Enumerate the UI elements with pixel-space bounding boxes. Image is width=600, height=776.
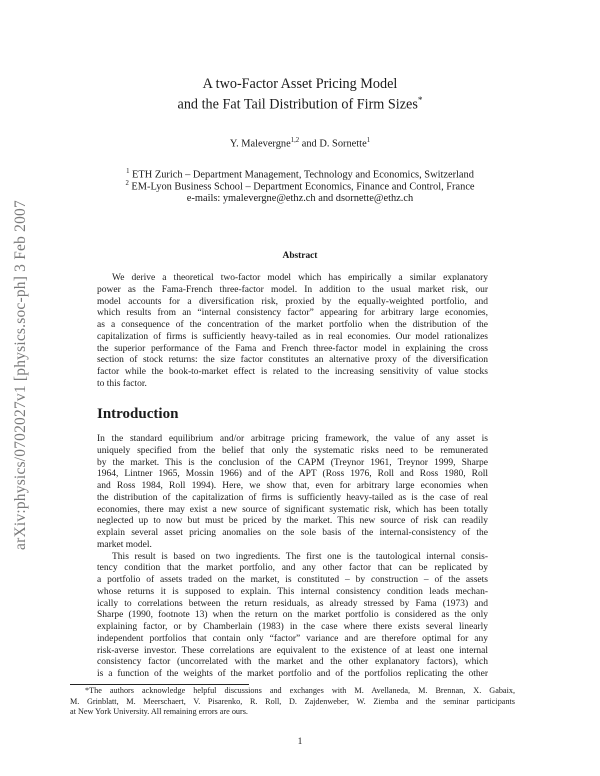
text-line: section of stock returns: the size factor constitutes an alternative proxy of the diversification (97, 355, 488, 366)
author-2: and D. Sornette (299, 138, 367, 150)
text-line: to this factor. (97, 378, 147, 389)
affiliation-2-text: EM-Lyon Business School – Department Economics, Finance and Control, France (128, 181, 475, 193)
text-line: M. Grinblatt, M. Meerschaert, V. Pisarenko, R. Roll, D. Zajdenweber, W. Ziemba and the seminar participants (70, 696, 515, 706)
text-line: at New York University. All remaining errors are ours. (70, 707, 248, 717)
text-line: independent portfolios that contain only “factor” variance and are therefore optimal for any (97, 633, 488, 644)
text-line: power as the Fama-French three-factor model. In addition to the usual market risk, our (97, 284, 488, 295)
page-number: 1 (297, 737, 303, 747)
text-line: by the market. This is the conclusion of the CAPM (Treynor 1961, Treynor 1999, Sharpe (97, 457, 488, 468)
text-line: We derive a theoretical two-factor model which has empirically a similar explanatory (112, 273, 488, 283)
text-line: risk-averse investor. These correlations are equivalent to the existence of at least one internal (97, 645, 488, 656)
emails: e-mails: ymalevergne@ethz.ch and dsornette@ethz.ch (186, 193, 414, 204)
text-line: explain several asset pricing anomalies on the sole basis of the internal-consistency of the (97, 528, 488, 538)
text-line: factor while the book-to-market effect is related to the increasing sensitivity of value stocks (97, 367, 488, 377)
abstract-heading: Abstract (282, 251, 318, 261)
footnote-rule (70, 684, 249, 685)
text-line: Sharpe (1990, footnote 13) when the return on the market portfolio is considered as the only (97, 610, 488, 621)
author-1: Y. Malevergne (229, 138, 291, 150)
paper-title-line-1: A two-Factor Asset Pricing Model (202, 76, 398, 92)
text-line: This result is based on two ingredients. The first one is the tautological internal consis- (112, 551, 488, 562)
affiliation-1 (0, 168, 600, 180)
affiliation-1-text: ETH Zurich – Department Management, Technology and Economics, Switzerland (129, 169, 474, 181)
paper-title-line-2 (0, 95, 600, 114)
paper-title-line-2-text: and the Fat Tail Distribution of Firm Sizes (177, 96, 418, 113)
abstract-body (97, 273, 488, 391)
text-line: as a consequence of the concentration of the market portfolio when the distribution of the (97, 320, 488, 330)
affiliation-2 (0, 180, 600, 192)
text-line: the distribution of the capitalization of firms is sufficiently heavy-tailed as is the case of real (97, 492, 488, 503)
text-line: consistency factor (uncorrelated with the market and the other explanatory factors), which (97, 657, 488, 668)
text-line: neglected up to now but must be priced by the market. This new source of risk can readily (97, 516, 488, 527)
text-line: and Ross 1984, Roll 1994). Here, we show that, even for arbitrary large economies when (97, 481, 488, 491)
text-line: tency condition that the market portfolio, and any other factor that can be replicated by (97, 563, 488, 574)
text-line: 1964, Lintner 1965, Mossin 1966) and of the APT (Ross 1976, Roll and Ross 1980, Roll (97, 469, 488, 480)
affiliation-2-mark: 2 (125, 180, 129, 187)
text-line: which results from an “internal consistency factor” appearing for arbitrary large economies, (97, 308, 488, 319)
text-line: In the standard equilibrium and/or arbitrage pricing framework, the value of any asset is (97, 434, 488, 444)
text-line: capitalization of firms is sufficiently heavy-tailed as in real economies. Our model rationalizes (97, 331, 488, 342)
arxiv-identifier: arXiv:physics/0702027v1 [physics.soc-ph] 3 Feb 2007 (12, 200, 29, 550)
text-line: whose returns it is supposed to explain. This internal consistency condition leads mechan- (97, 586, 488, 597)
text-line: market model. (97, 539, 152, 550)
authors (0, 137, 600, 149)
text-line: *The authors acknowledge helpful discussions and exchanges with M. Avellaneda, M. Brennan, X. Gabaix, (85, 686, 515, 695)
text-line: a portfolio of assets traded on the market, is constituted – by construction – of the assets (97, 575, 488, 585)
author-1-affiliation: 1,2 (290, 137, 300, 144)
introduction-body (97, 434, 488, 681)
text-line: is a function of the weights of the market portfolio and of the portfolios replicating the other (97, 669, 488, 679)
text-line: economies, there may exist a new source of significant systematic risk, which has been totally (97, 504, 488, 515)
title-footnote-mark: * (417, 95, 423, 105)
text-line: explaining factor, or by Chamberlain (1983) in the case where there exists several linearly (97, 622, 488, 632)
affiliation-1-mark: 1 (126, 168, 130, 175)
text-line: model accounts for a diversification risk, proxied by the equally-weighted portfolio, and (97, 296, 488, 307)
text-line: the superior performance of the Fama and French three-factor model in explaining the cross (97, 343, 488, 354)
text-line: ically to correlations between the return residuals, as already stressed by Fama (1973) and (97, 598, 488, 609)
text-line: uniquely specified from the belief that only the systematic risks need to be remunerated (97, 445, 488, 456)
footnote (70, 686, 515, 718)
introduction-heading: Introduction (97, 406, 179, 422)
author-2-affiliation: 1 (366, 137, 371, 144)
